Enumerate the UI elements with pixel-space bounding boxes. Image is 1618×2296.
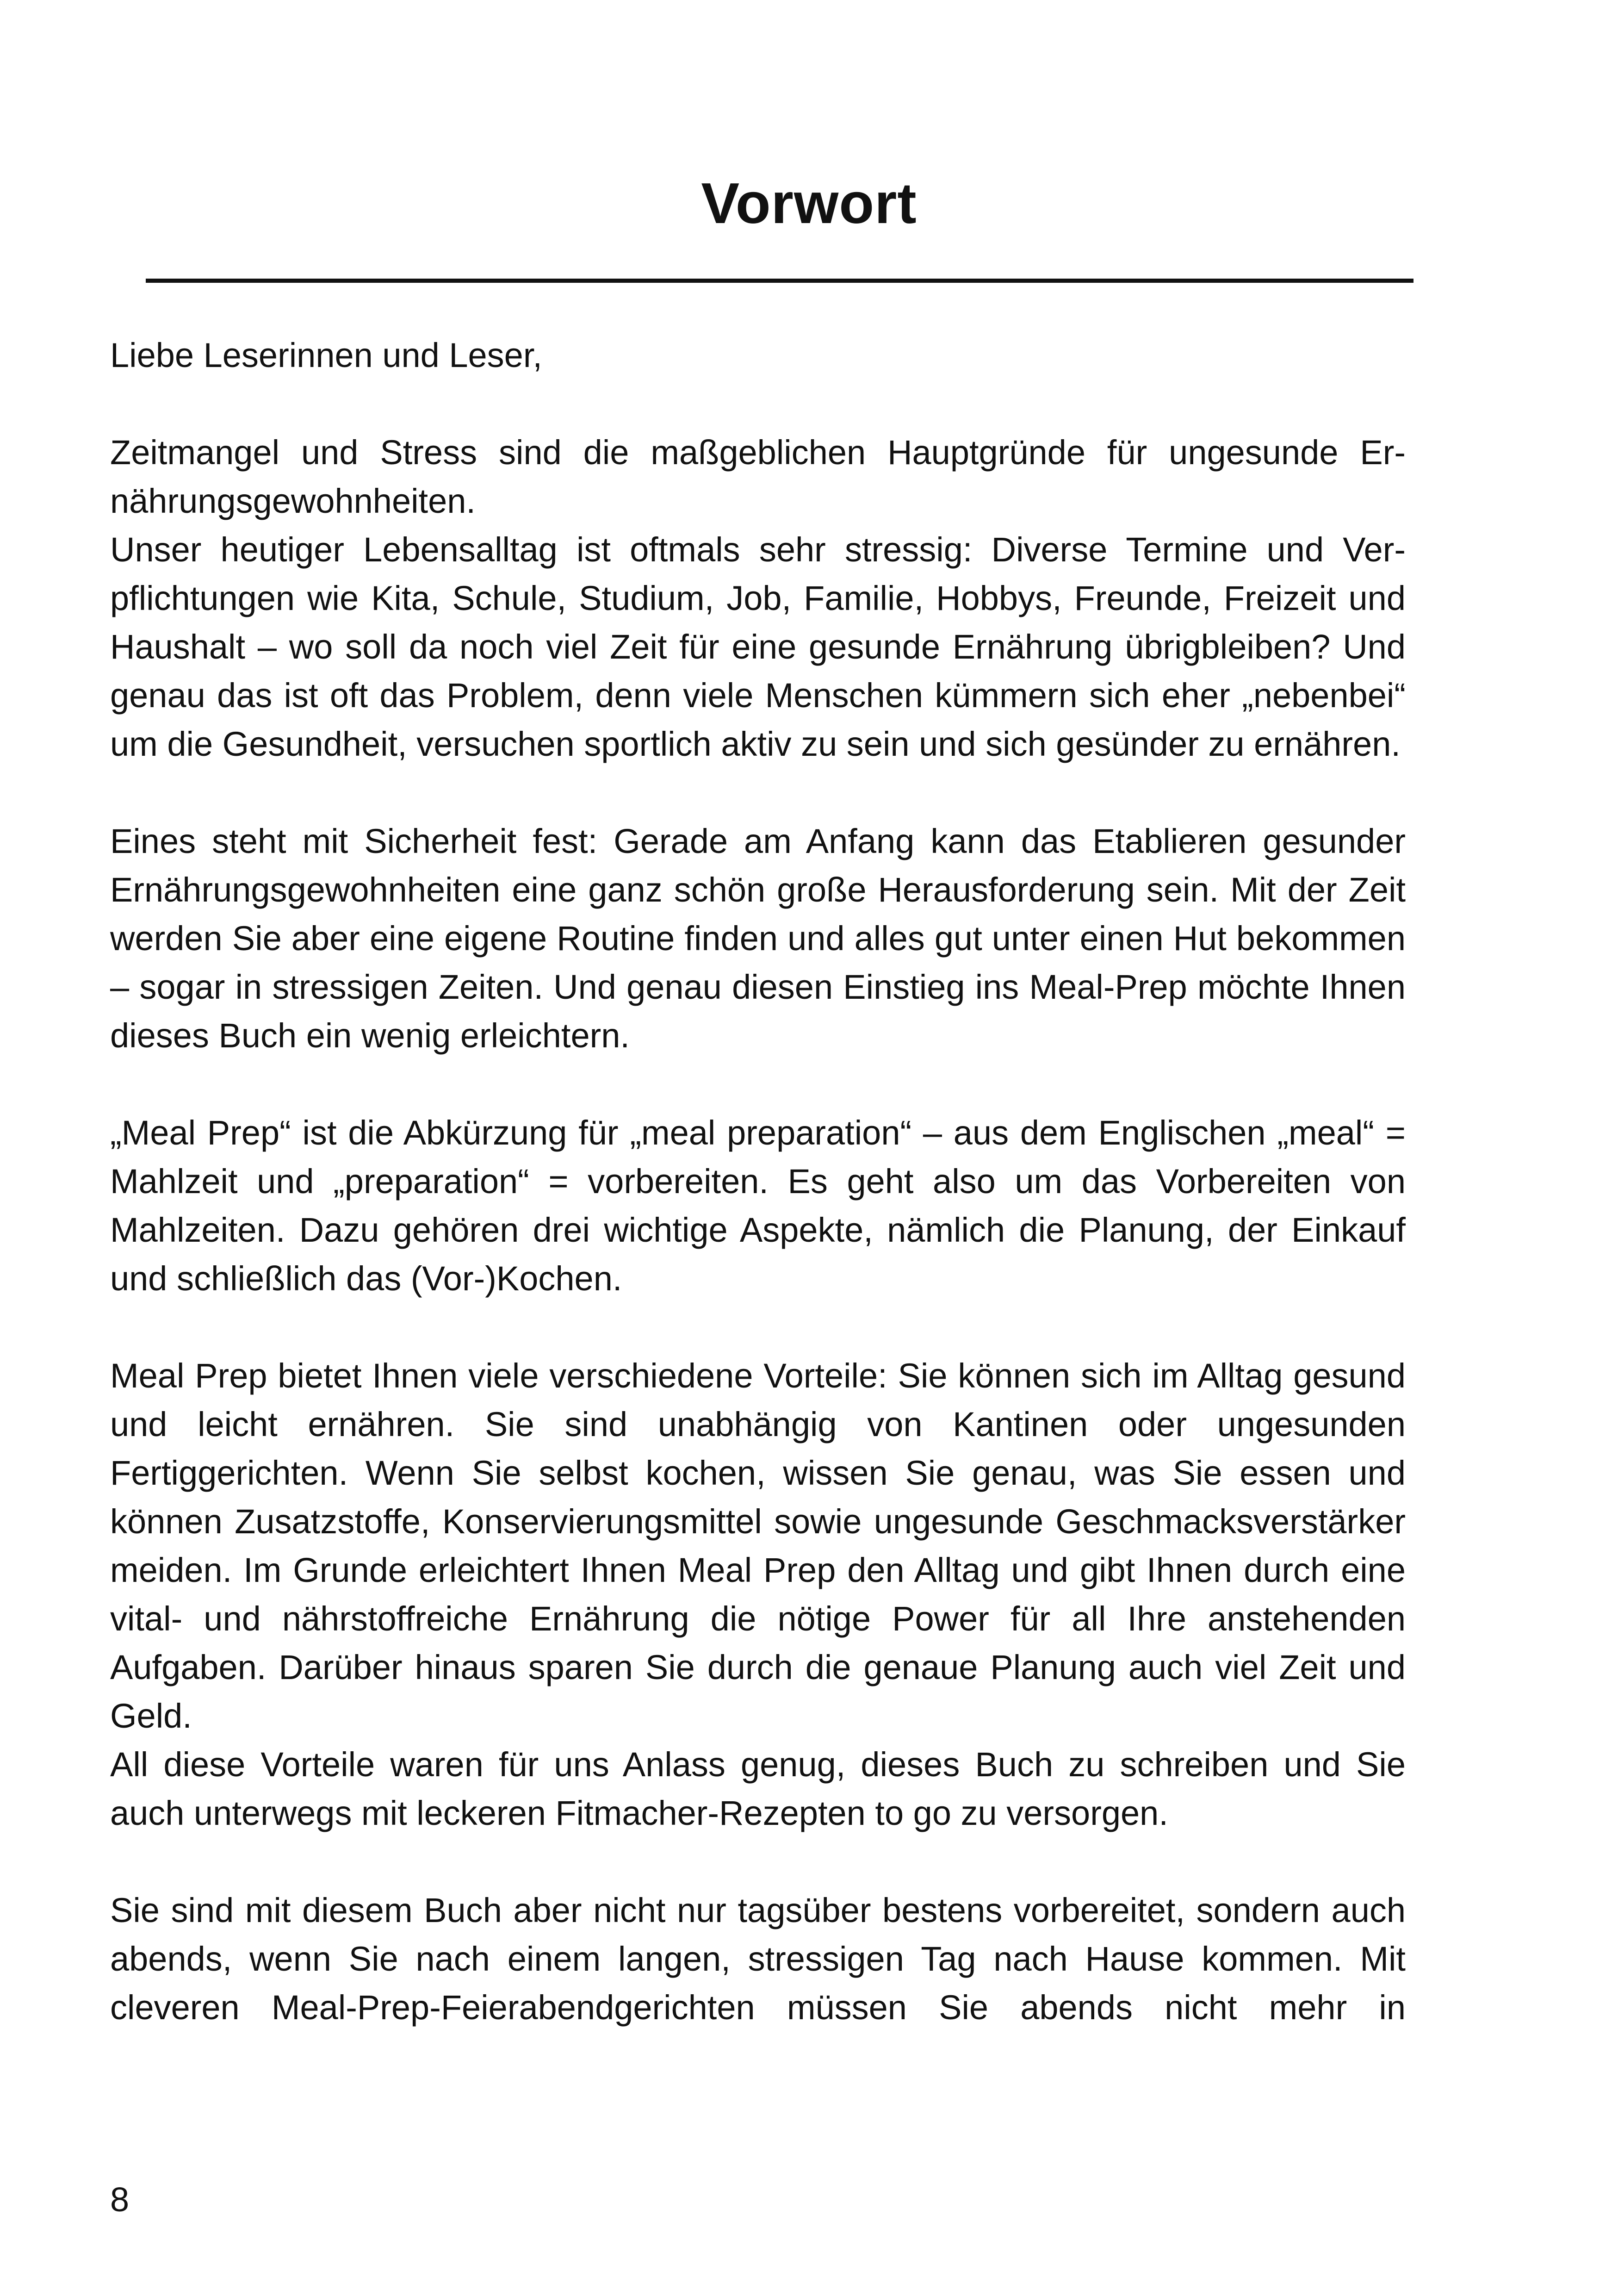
paragraph: Unser heutiger Lebensalltag ist oftmals sehr stressig: Diverse Termine und Verpflichtungen wie Kita, Schule, Studium, Job, Familie, Hobbys, Freunde, Freizeit und Haushalt – wo soll da noch viel Zeit für eine gesunde Ernährung übrigbleiben? Und genau das ist oft das Problem, denn viele Menschen kümmern sich eher „nebenbei“ um die Gesundheit, versuchen sportlich aktiv zu sein und sich gesünder zu ernähren. — [110, 530, 1406, 763]
paragraph: Eines steht mit Sicherheit fest: Gerade am Anfang kann das Etablieren gesunder Ernährungsgewohnheiten eine ganz schön große Herausforderung sein. Mit der Zeit werden Sie aber eine eigene Routine finden und alles gut unter einen Hut bekommen – sogar in stressigen Zeiten. Und genau diesen Einstieg ins Meal-Prep möchte Ihnen dieses Buch ein wenig erleichtern. — [110, 822, 1406, 1055]
paragraph-salutation: Liebe Leserinnen und Leser, — [110, 336, 542, 374]
page-title: Vorwort — [701, 172, 917, 236]
page-number: 8 — [110, 2180, 130, 2219]
paragraph: „Meal Prep“ ist die Abkürzung für „meal preparation“ – aus dem Englischen „meal“ = Mahlzeit und „preparation“ = vorbereiten. Es geht also um das Vorbereiten von Mahlzeiten. Dazu gehören drei wichtige Aspekte, nämlich die Planung, der Einkauf und schließlich das (Vor-)Kochen. — [110, 1114, 1406, 1298]
title-divider — [146, 279, 1413, 283]
paragraph-continued: Sie sind mit diesem Buch aber nicht nur tagsüber bestens vorbereitet, sondern auch abends, wenn Sie nach einem langen, stressigen Tag nach Hause kommen. Mit cleveren Meal-Prep-Feierabendgerichten müssen Sie abends nicht mehr in — [110, 1891, 1406, 2027]
body-text — [110, 331, 1406, 2032]
paragraph: Zeitmangel und Stress sind die maßgeblichen Hauptgründe für ungesunde Ernährungsgewohnheiten. — [110, 433, 1406, 520]
paragraph: Meal Prep bietet Ihnen viele verschiedene Vorteile: Sie können sich im Alltag gesund und leicht ernähren. Sie sind unabhängig von Kantinen oder ungesunden Fertiggerichten. Wenn Sie selbst kochen, wissen Sie genau, was Sie essen und können Zusatzstoffe, Konservierungsmittel sowie ungesunde Geschmacksverstärker meiden. Im Grunde erleichtert Ihnen Meal Prep den Alltag und gibt Ihnen durch eine vital- und nährstoffreiche Ernährung die nötige Power für all Ihre anstehenden Aufgaben. Darüber hinaus sparen Sie durch die genaue Planung auch viel Zeit und Geld. — [110, 1356, 1406, 1735]
paragraph: All diese Vorteile waren für uns Anlass genug, dieses Buch zu schreiben und Sie auch unterwegs mit leckeren Fitmacher-Rezepten to go zu versorgen. — [110, 1745, 1406, 1832]
